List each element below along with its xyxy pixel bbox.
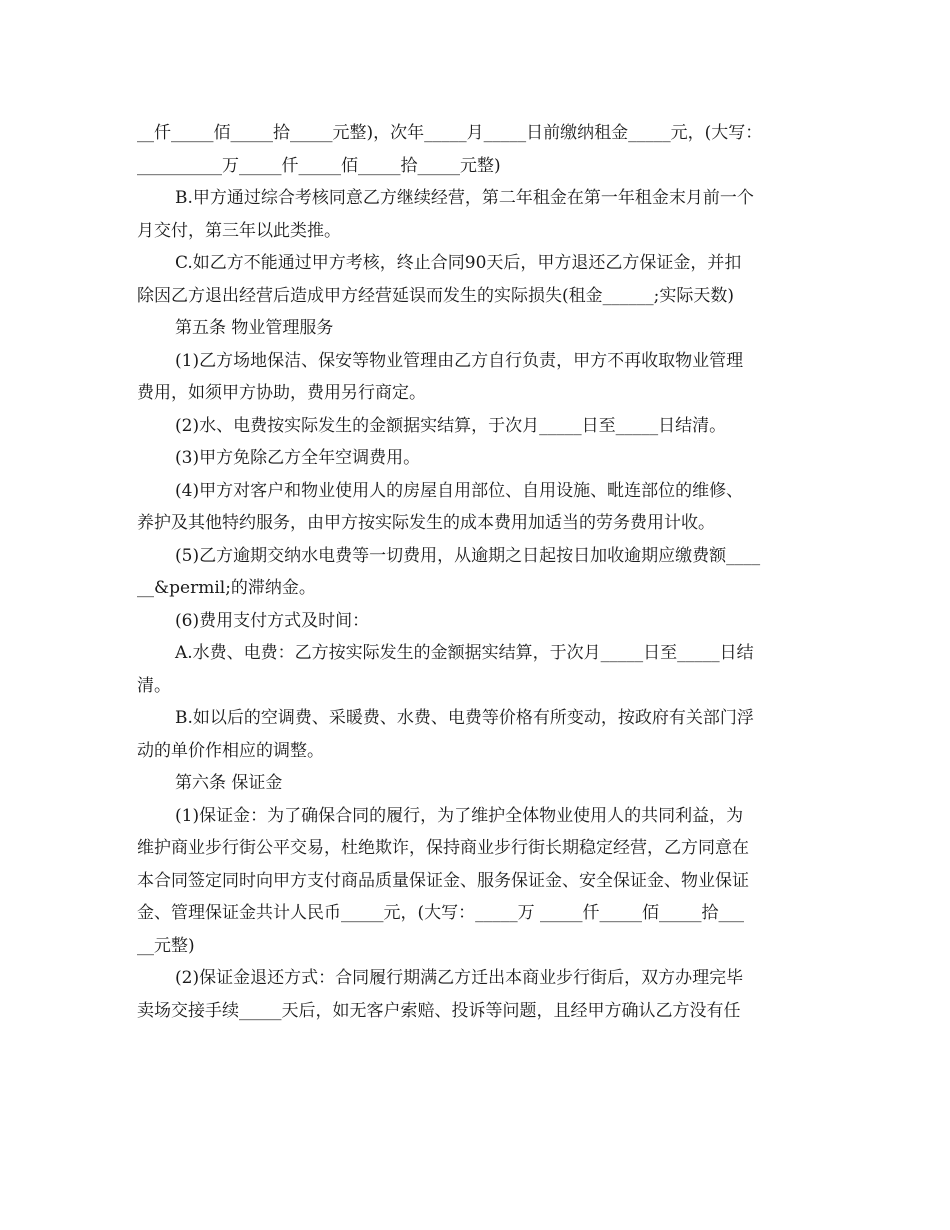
clause-5-6-a: A.水费、电费：乙方按实际发生的金额据实结算，于次月_____日至_____日结	[175, 643, 754, 663]
text-line: 维护商业步行街公平交易，杜绝欺诈，保持商业步行街长期稳定经营，乙方同意在	[137, 838, 749, 858]
text-line: 本合同签定同时向甲方支付商品质量保证金、服务保证金、安全保证金、物业保证	[137, 870, 749, 891]
clause-5-1: (1)乙方场地保洁、保安等物业管理由乙方自行负责，甲方不再收取物业管理	[175, 350, 744, 371]
clause-5-5: (5)乙方逾期交纳水电费等一切费用，从逾期之日起按日加收逾期应缴费额____	[175, 545, 761, 566]
text-line: 动的单价作相应的调整。	[137, 740, 324, 761]
text-line: 除因乙方退出经营后造成甲方经营延误而发生的实际损失(租金______;实际天数)	[137, 285, 734, 306]
clause-5-2: (2)水、电费按实际发生的金额据实结算，于次月_____日至_____日结清。	[175, 415, 727, 436]
clause-5-4: (4)甲方对客户和物业使用人的房屋自用部位、自用设施、毗连部位的维修、	[175, 480, 744, 501]
text-line: 月交付，第三年以此类推。	[137, 220, 341, 241]
text-line: 养护及其他特约服务，由甲方按实际发生的成本费用加适当的劳务费用计收。	[137, 513, 715, 533]
text-line: __&permil;的滞纳金。	[137, 578, 316, 598]
text-line: __仟_____佰_____拾_____元整)，次年_____月_____日前缴纳租金_____元，(大写：	[137, 123, 763, 143]
text-line: __元整)	[137, 935, 195, 956]
paragraph-c-termination: C.如乙方不能通过甲方考核，终止合同90天后，甲方退还乙方保证金，并扣	[175, 253, 742, 273]
section-heading-article-6: 第六条 保证金	[175, 773, 283, 793]
text-line: 卖场交接手续_____天后，如无客户索赔、投诉等问题，且经甲方确认乙方没有任	[137, 1000, 741, 1021]
clause-5-6-b: B.如以后的空调费、采暖费、水费、电费等价格有所变动，按政府有关部门浮	[175, 708, 754, 728]
text-line: __________万_____仟_____佰_____拾_____元整)	[137, 155, 501, 176]
clause-5-6: (6)费用支付方式及时间：	[175, 610, 370, 631]
clause-5-3: (3)甲方免除乙方全年空调费用。	[175, 448, 421, 468]
text-line: 费用，如须甲方协助，费用另行商定。	[137, 383, 426, 403]
section-heading-article-5: 第五条 物业管理服务	[175, 318, 334, 338]
text-line: 清。	[137, 675, 171, 696]
clause-6-1: (1)保证金：为了确保合同的履行，为了维护全体物业使用人的共同利益，为	[175, 805, 744, 826]
clause-6-2: (2)保证金退还方式：合同履行期满乙方迁出本商业步行街后，双方办理完毕	[175, 968, 744, 988]
text-line: 金、管理保证金共计人民币_____元，(大写：_____万 _____仟_____佰_____拾___	[137, 903, 745, 923]
contract-text	[137, 117, 817, 1027]
paragraph-b-renewal: B.甲方通过综合考核同意乙方继续经营，第二年租金在第一年租金末月前一个	[175, 188, 754, 208]
